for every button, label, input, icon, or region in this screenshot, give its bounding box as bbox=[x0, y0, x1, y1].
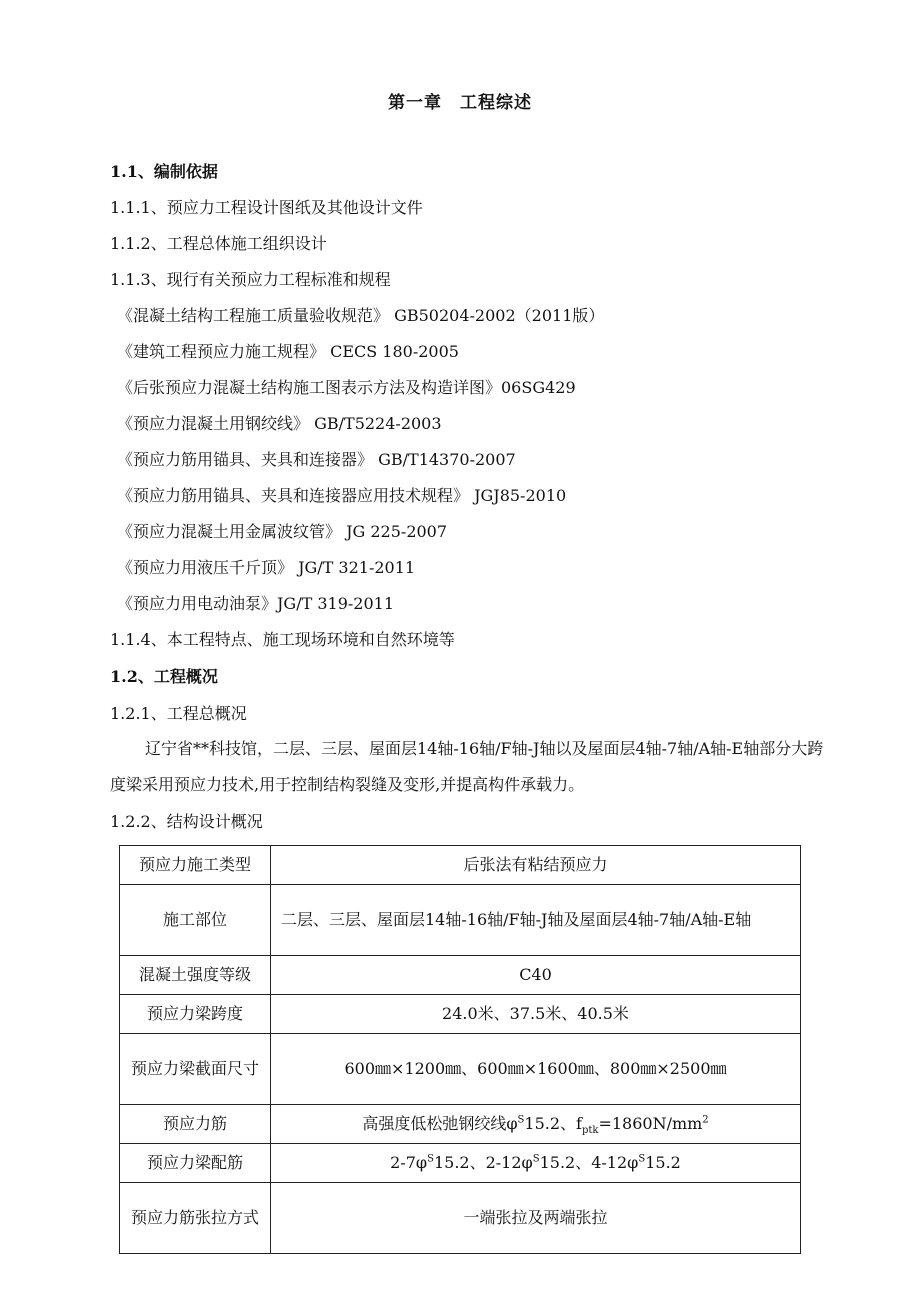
subsection-1-1-2: 1.1.2、工程总体施工组织设计 bbox=[110, 234, 327, 253]
value-subscript: ptk bbox=[581, 1125, 599, 1137]
standard-reference: 《预应力混凝土用钢绞线》 GB/T5224-2003 bbox=[117, 414, 442, 433]
table-label-cell: 预应力筋张拉方式 bbox=[120, 1183, 271, 1254]
standard-reference: 《建筑工程预应力施工规程》 CECS 180-2005 bbox=[117, 342, 459, 361]
table-label-cell: 混凝土强度等级 bbox=[120, 956, 271, 995]
value-text: =1860N/mm bbox=[598, 1114, 703, 1133]
standard-reference: 《预应力混凝土用金属波纹管》 JG 225-2007 bbox=[117, 522, 448, 541]
overview-paragraph: 辽宁省**科技馆，二层、三层、屋面层14轴-16轴/F轴-J轴以及屋面层4轴-7轴/A轴-E轴部分大跨度梁采用预应力技术,用于控制结构裂缝及变形,并提高构件承载力。 bbox=[110, 739, 824, 794]
value-text: 15.2、4-12φ bbox=[539, 1153, 639, 1172]
table-row bbox=[120, 885, 801, 956]
table-row bbox=[120, 1144, 801, 1183]
table-value-cell: 600㎜×1200㎜、600㎜×1600㎜、800㎜×2500㎜ bbox=[271, 1034, 801, 1105]
table-label-cell: 预应力施工类型 bbox=[120, 846, 271, 885]
standard-reference: 《预应力用电动油泵》JG/T 319-2011 bbox=[117, 594, 395, 613]
value-superscript: S bbox=[638, 1153, 646, 1165]
table-value-cell: 二层、三层、屋面层14轴-16轴/F轴-J轴及屋面层4轴-7轴/A轴-E轴 bbox=[271, 885, 801, 956]
table-row bbox=[120, 1183, 801, 1254]
table-value-cell bbox=[271, 1144, 801, 1183]
value-superscript: S bbox=[427, 1153, 434, 1165]
table-label-cell: 预应力梁跨度 bbox=[120, 995, 271, 1034]
structure-design-table bbox=[119, 845, 801, 1254]
subsection-1-1-1: 1.1.1、预应力工程设计图纸及其他设计文件 bbox=[110, 198, 423, 217]
standard-reference: 《预应力筋用锚具、夹具和连接器应用技术规程》 JGJ85-2010 bbox=[117, 486, 567, 505]
value-text: 15.2、f bbox=[524, 1114, 582, 1133]
standard-reference: 《预应力用液压千斤顶》 JG/T 321-2011 bbox=[117, 558, 416, 577]
table-row bbox=[120, 846, 801, 885]
value-superscript: S bbox=[517, 1114, 525, 1126]
value-superscript: 2 bbox=[702, 1114, 709, 1126]
table-value-cell: 后张法有粘结预应力 bbox=[271, 846, 801, 885]
table-label-cell: 预应力筋 bbox=[120, 1105, 271, 1144]
table-row bbox=[120, 995, 801, 1034]
section-heading-1-2: 1.2、工程概况 bbox=[110, 667, 218, 686]
value-text: 15.2 bbox=[645, 1153, 681, 1172]
table-value-cell: 一端张拉及两端张拉 bbox=[271, 1183, 801, 1254]
table-value-cell bbox=[271, 1105, 801, 1144]
table-label-cell: 预应力梁配筋 bbox=[120, 1144, 271, 1183]
subsection-1-1-4: 1.1.4、本工程特点、施工现场环境和自然环境等 bbox=[110, 630, 455, 649]
value-text: 15.2、2-12φ bbox=[433, 1153, 533, 1172]
standard-reference: 《预应力筋用锚具、夹具和连接器》 GB/T14370-2007 bbox=[117, 450, 516, 469]
subsection-1-2-1: 1.2.1、工程总概况 bbox=[110, 704, 247, 723]
table-label-cell: 预应力梁截面尺寸 bbox=[120, 1034, 271, 1105]
chapter-title: 第一章 工程综述 bbox=[388, 93, 532, 113]
value-text: 2-7φ bbox=[390, 1153, 428, 1172]
subsection-1-2-2: 1.2.2、结构设计概况 bbox=[110, 812, 263, 831]
table-row bbox=[120, 1034, 801, 1105]
standard-reference: 《后张预应力混凝土结构施工图表示方法及构造详图》06SG429 bbox=[117, 378, 576, 397]
standard-reference: 《混凝土结构工程施工质量验收规范》 GB50204-2002（2011版） bbox=[117, 306, 605, 325]
table-row bbox=[120, 1105, 801, 1144]
table-value-cell: C40 bbox=[271, 956, 801, 995]
value-text: 高强度低松弛钢绞线φ bbox=[362, 1114, 518, 1133]
table-row bbox=[120, 956, 801, 995]
value-superscript: S bbox=[532, 1153, 540, 1165]
subsection-1-1-3: 1.1.3、现行有关预应力工程标准和规程 bbox=[110, 270, 391, 289]
table-label-cell: 施工部位 bbox=[120, 885, 271, 956]
section-heading-1-1: 1.1、编制依据 bbox=[110, 162, 218, 181]
table-value-cell: 24.0米、37.5米、40.5米 bbox=[271, 995, 801, 1034]
